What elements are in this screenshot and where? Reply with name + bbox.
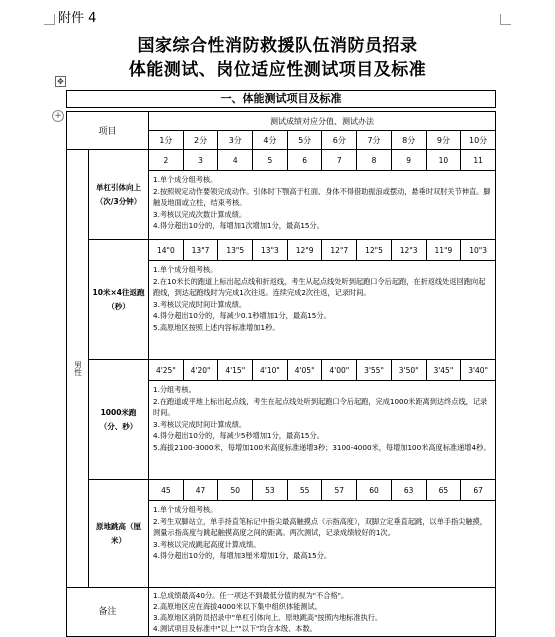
score-header-cell: 6分 bbox=[322, 131, 357, 150]
score-value-cell: 65 bbox=[426, 480, 461, 501]
score-value-cell: 3'50" bbox=[391, 360, 426, 381]
item-values-row bbox=[67, 480, 496, 501]
notes-content bbox=[149, 588, 496, 637]
score-value-cell: 14"0 bbox=[149, 240, 184, 261]
add-row-plus-icon[interactable]: + bbox=[52, 110, 64, 122]
score-value-cell: 3'45" bbox=[426, 360, 461, 381]
score-header-cell: 3分 bbox=[218, 131, 253, 150]
item-values-row bbox=[67, 240, 496, 261]
score-value-cell: 47 bbox=[183, 480, 218, 501]
header-item: 项目 bbox=[67, 112, 149, 150]
score-value-cell: 9 bbox=[391, 150, 426, 171]
test-method-description bbox=[149, 261, 496, 360]
method-line: 4.得分超出10分的，每增加3厘米增加1分，最高15分。 bbox=[153, 551, 332, 560]
attachment-label: 附件 4 bbox=[58, 11, 97, 26]
score-value-cell: 60 bbox=[357, 480, 392, 501]
note-line: 4.测试项目及标准中"以上""以下"均含本级、本数。 bbox=[153, 624, 317, 633]
score-header-cell: 7分 bbox=[357, 131, 392, 150]
score-header-cell: 10分 bbox=[461, 131, 496, 150]
score-value-cell: 13"3 bbox=[253, 240, 288, 261]
score-value-cell: 4'20" bbox=[183, 360, 218, 381]
document-title-line1: 国家综合性消防救援队伍消防员招录 bbox=[137, 36, 418, 56]
method-line: 2.在10米长的跑道上标出起点线和折返线，考生从起点线处听到起跑口令后起跑，在折返线处返回跑向起跑线，到达起跑线时为完成1次往返。连续完成2次往返，记录时间。 bbox=[153, 276, 486, 297]
score-header-cell: 2分 bbox=[183, 131, 218, 150]
score-value-cell: 4'10" bbox=[253, 360, 288, 381]
item-name: 单杠引体向上（次/3分钟） bbox=[89, 150, 149, 240]
note-line: 1.总成绩最高40分。任一项达不到最低分值的视为"不合格"。 bbox=[153, 591, 349, 600]
score-value-cell: 53 bbox=[253, 480, 288, 501]
score-value-cell: 12"5 bbox=[357, 240, 392, 261]
page-corner-mark-left bbox=[44, 14, 55, 25]
score-value-cell: 10 bbox=[426, 150, 461, 171]
method-line: 3.考核以完成时间计算成绩。 bbox=[153, 299, 247, 309]
score-value-cell: 2 bbox=[149, 150, 184, 171]
score-value-cell: 4'05" bbox=[287, 360, 322, 381]
page-corner-mark-right bbox=[500, 14, 511, 25]
score-value-cell: 63 bbox=[391, 480, 426, 501]
score-value-cell: 4'25" bbox=[149, 360, 184, 381]
score-value-cell: 11"9 bbox=[426, 240, 461, 261]
score-value-cell: 4'00" bbox=[322, 360, 357, 381]
score-value-cell: 3 bbox=[183, 150, 218, 171]
test-method-description bbox=[149, 381, 496, 480]
method-line: 1.单个成分组考核。 bbox=[153, 175, 218, 184]
note-line: 2.高原地区应在海拔4000米以下集中组织体能测试。 bbox=[153, 602, 322, 611]
score-value-cell: 13"5 bbox=[218, 240, 253, 261]
item-name: 1000米跑（分、秒） bbox=[89, 360, 149, 480]
method-line: 4.得分超出10分的，每增加1次增加1分，最高15分。 bbox=[153, 221, 324, 230]
method-line: 5.高原地区按照上述内容标准增加1秒。 bbox=[153, 322, 280, 332]
header-method: 测试成绩对应分值、测试办法 bbox=[149, 112, 496, 131]
score-value-cell: 67 bbox=[461, 480, 496, 501]
method-line: 3.考核以完成次数计算成绩。 bbox=[153, 209, 247, 219]
document-title-line2: 体能测试、岗位适应性测试项目及标准 bbox=[128, 60, 427, 80]
score-value-cell: 4 bbox=[218, 150, 253, 171]
test-method-description bbox=[149, 501, 496, 588]
score-value-cell: 5 bbox=[253, 150, 288, 171]
score-value-cell: 50 bbox=[218, 480, 253, 501]
method-line: 1.分组考核。 bbox=[153, 385, 196, 394]
score-value-cell: 3'40" bbox=[461, 360, 496, 381]
items-body bbox=[67, 150, 496, 588]
score-header-cell: 8分 bbox=[391, 131, 426, 150]
standards-table bbox=[66, 111, 496, 637]
score-value-cell: 57 bbox=[322, 480, 357, 501]
score-value-cell: 12"9 bbox=[287, 240, 322, 261]
method-line: 1.单个成分组考核。 bbox=[153, 505, 218, 514]
score-value-cell: 13"7 bbox=[183, 240, 218, 261]
score-value-cell: 3'55" bbox=[357, 360, 392, 381]
item-name: 原地跳高（厘米） bbox=[89, 480, 149, 588]
score-value-cell: 6 bbox=[287, 150, 322, 171]
section-title: 一、体能测试项目及标准 bbox=[66, 90, 496, 108]
method-line: 5.海拔2100-3000米，每增加100米高度标准递增3秒；3100-4000米，每增加100米高度标准递增4秒。 bbox=[153, 442, 491, 452]
test-method-description bbox=[149, 171, 496, 240]
table-move-handle-icon[interactable]: ✥ bbox=[55, 76, 66, 87]
score-value-cell: 4'15" bbox=[218, 360, 253, 381]
score-value-cell: 12"7 bbox=[322, 240, 357, 261]
score-header-cell: 4分 bbox=[253, 131, 288, 150]
notes-row bbox=[67, 588, 496, 637]
table-header-row bbox=[67, 112, 496, 131]
score-value-cell: 8 bbox=[357, 150, 392, 171]
score-value-cell: 10"3 bbox=[461, 240, 496, 261]
method-line: 3.考核以完成跳起高度计算成绩。 bbox=[153, 539, 261, 549]
score-value-cell: 12"3 bbox=[391, 240, 426, 261]
method-line: 3.考核以完成时间计算成绩。 bbox=[153, 419, 247, 429]
score-value-cell: 11 bbox=[461, 150, 496, 171]
item-values-row bbox=[67, 360, 496, 381]
note-line: 3.高原地区消防员招录中"单杠引体向上、原地跳高"按照内地标准执行。 bbox=[153, 613, 383, 622]
notes-label: 备注 bbox=[67, 588, 149, 637]
method-line: 4.得分超出10分的，每减少5秒增加1分，最高15分。 bbox=[153, 431, 324, 440]
method-line: 2.考生双脚站立，单手持直笔标记中指尖最高触摸点（示指高度），双脚立定垂直起跳，以单手指尖触摸，测量示指高度与跳起触摸高度之间的距离。两次测试，记录成绩较好的1次。 bbox=[153, 516, 487, 537]
score-header-cell: 5分 bbox=[287, 131, 322, 150]
item-name: 10米×4往返跑（秒） bbox=[89, 240, 149, 360]
sex-label: 男性 bbox=[67, 150, 89, 588]
method-line: 4.得分超出10分的，每减少0.1秒增加1分，最高15分。 bbox=[153, 311, 331, 320]
item-values-row bbox=[67, 150, 496, 171]
method-line: 2.在跑道或平地上标出起点线，考生在起点线处听到起跑口令后起跑，完成1000米距离到达终点线，记录时间。 bbox=[153, 396, 488, 417]
score-value-cell: 7 bbox=[322, 150, 357, 171]
score-value-cell: 45 bbox=[149, 480, 184, 501]
score-value-cell: 55 bbox=[287, 480, 322, 501]
score-header-cell: 9分 bbox=[426, 131, 461, 150]
score-header-cell: 1分 bbox=[149, 131, 184, 150]
method-line: 1.单个成分组考核。 bbox=[153, 265, 218, 274]
method-line: 2.按照规定动作要领完成动作。引体时下颚高于杠面、身体不得借助振浪或摆动，悬垂时双肘关节伸直。脚触及地面或立柱，结束考核。 bbox=[153, 186, 491, 207]
